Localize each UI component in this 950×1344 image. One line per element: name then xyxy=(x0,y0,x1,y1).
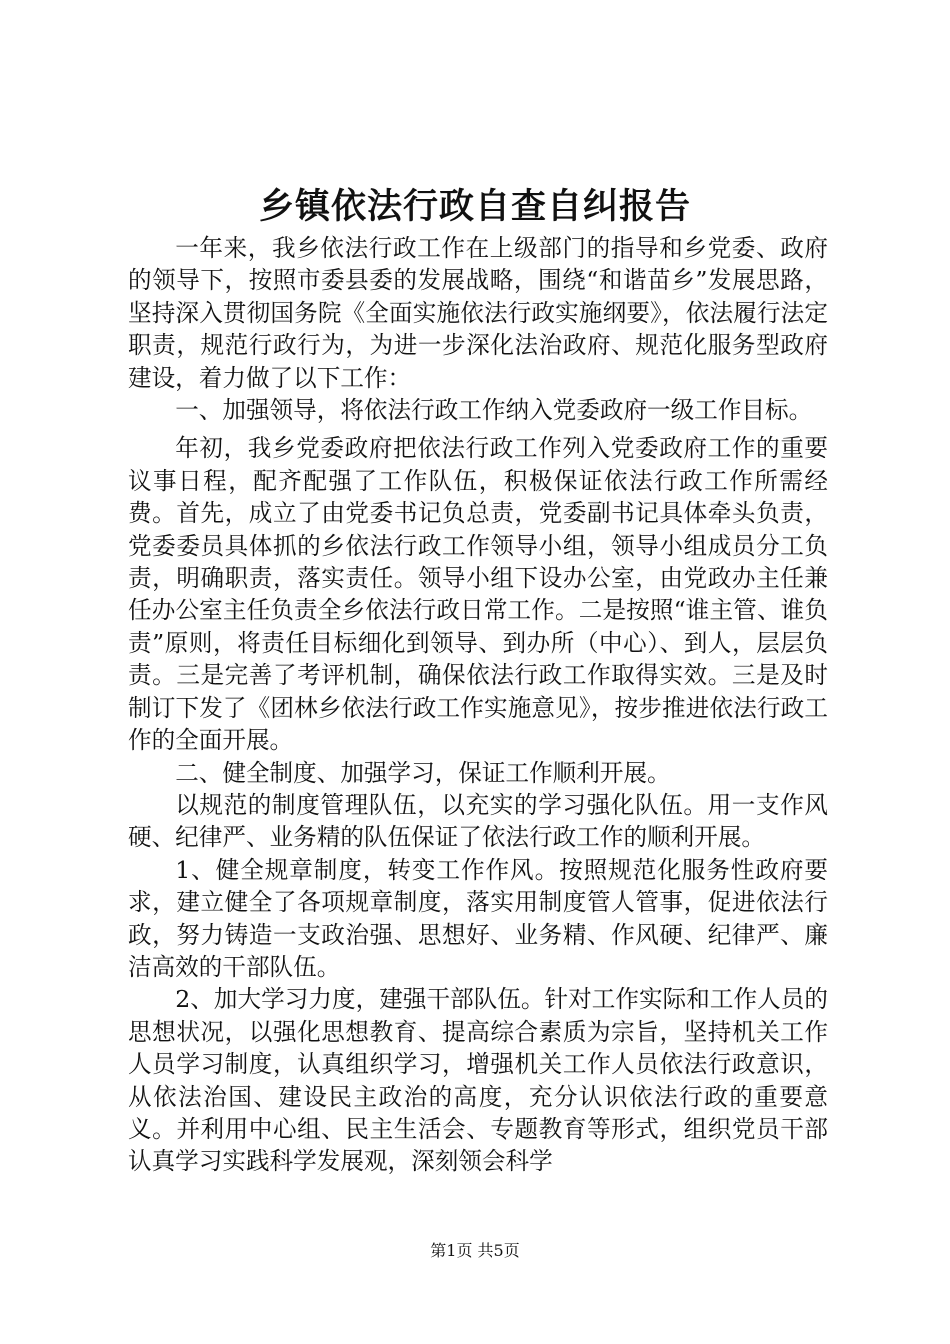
paragraph-intro: 一年来，我乡依法行政工作在上级部门的指导和乡党委、政府的领导下，按照市委县委的发展战略，围绕“和谐苗乡”发展思路，坚持深入贯彻国务院《全面实施依法行政实施纲要》，依法履行法定职责，规范行政行为，为进一步深化法治政府、规范化服务型政府建设，着力做了以下工作： xyxy=(128,234,828,392)
paragraph-section-2: 以规范的制度管理队伍，以充实的学习强化队伍。用一支作风硬、纪律严、业务精的队伍保证了依法行政工作的顺利开展。 xyxy=(128,790,828,852)
document-body xyxy=(128,232,828,1178)
section-heading-1: 一、加强领导，将依法行政工作纳入党委政府一级工作目标。 xyxy=(175,396,813,425)
paragraph-section-1: 年初，我乡党委政府把依法行政工作列入党委政府工作的重要议事日程，配齐配强了工作队伍，积极保证依法行政工作所需经费。首先，成立了由党委书记负总责，党委副书记具体牵头负责，党委委员具体抓的乡依法行政工作领导小组，领导小组成员分工负责，明确职责，落实责任。领导小组下设办公室，由党政办主任兼任办公室主任负责全乡依法行政日常工作。二是按照“谁主管、谁负责”原则，将责任目标细化到领导、到办所（中心）、到人，层层负责。三是完善了考评机制，确保依法行政工作取得实效。三是及时制订下发了《团林乡依法行政工作实施意见》，按步推进依法行政工作的全面开展。 xyxy=(128,434,828,755)
document-title: 乡镇依法行政自查自纠报告 xyxy=(258,187,691,227)
paragraph-item-1: 1、健全规章制度，转变工作作风。按照规范化服务性政府要求，建立健全了各项规章制度，落实用制度管人管事，促进依法行政，努力铸造一支政治强、思想好、业务精、作风硬、纪律严、廉洁高效的干部队伍。 xyxy=(128,855,828,981)
section-heading-2: 二、健全制度、加强学习，保证工作顺利开展。 xyxy=(175,758,671,787)
paragraph-item-2: 2、加大学习力度，建强干部队伍。针对工作实际和工作人员的思想状况，以强化思想教育、提高综合素质为宗旨，坚持机关工作人员学习制度，认真组织学习，增强机关工作人员依法行政意识，从依法治国、建设民主政治的高度，充分认识依法行政的重要意义。并利用中心组、民主生活会、专题教育等形式，组织党员干部认真学习实践科学发展观，深刻领会科学 xyxy=(128,985,828,1176)
page-number: 第1页 共5页 xyxy=(430,1241,520,1260)
